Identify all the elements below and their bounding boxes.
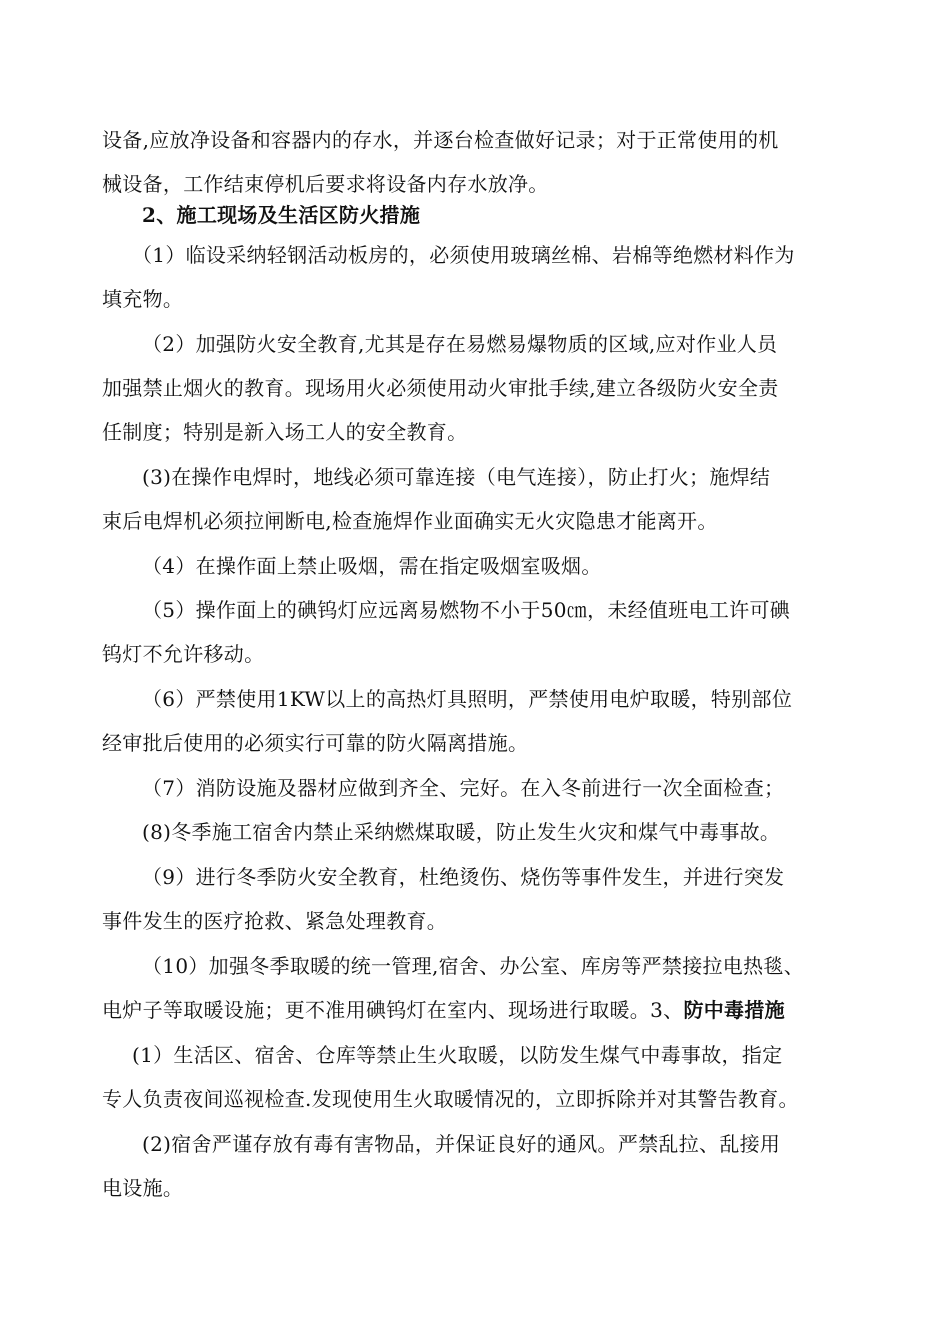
paragraph-line: (8)冬季施工宿舍内禁止采纳燃煤取暖，防止发生火灾和煤气中毒事故。: [142, 820, 781, 844]
paragraph-line: 设备,应放净设备和容器内的存水，并逐台检查做好记录；对于正常使用的机: [102, 128, 779, 152]
paragraph-line: 钨灯不允许移动。: [102, 642, 265, 666]
paragraph-line: （5）操作面上的碘钨灯应远离易燃物不小于50㎝，未经值班电工许可碘: [142, 598, 791, 622]
paragraph-line: （9）进行冬季防火安全教育，杜绝烫伤、烧伤等事件发生，并进行突发: [142, 865, 785, 889]
paragraph-line: 束后电焊机必须拉闸断电,检查施焊作业面确实无火灾隐患才能离开。: [102, 509, 718, 533]
paragraph-line: （10）加强冬季取暖的统一管理,宿舍、办公室、库房等严禁接拉电热毯、: [142, 954, 805, 978]
paragraph-line: 加强禁止烟火的教育。现场用火必须使用动火审批手续,建立各级防火安全责: [102, 376, 779, 400]
paragraph-line: (2)宿舍严谨存放有毒有害物品，并保证良好的通风。严禁乱拉、乱接用: [142, 1132, 781, 1156]
paragraph-line: 填充物。: [102, 287, 184, 311]
paragraph-line: 经审批后使用的必须实行可靠的防火隔离措施。: [102, 731, 529, 755]
paragraph-line-with-heading: [102, 997, 785, 1023]
paragraph-line: 电设施。: [102, 1176, 184, 1200]
paragraph-text: 电炉子等取暖设施；更不准用碘钨灯在室内、现场进行取暖。3、: [102, 998, 684, 1022]
paragraph-line: 械设备，工作结束停机后要求将设备内存水放净。: [102, 172, 549, 196]
paragraph-line: 专人负责夜间巡视检查.发现使用生火取暖情况的，立即拆除并对其警告教育。: [102, 1087, 799, 1111]
paragraph-line: 事件发生的医疗抢救、紧急处理教育。: [102, 909, 448, 933]
paragraph-line: 任制度；特别是新入场工人的安全教育。: [102, 420, 468, 444]
paragraph-line: (3)在操作电焊时，地线必须可靠连接（电气连接），防止打火；施焊结: [142, 465, 771, 489]
section-heading-fire-prevention: 2、施工现场及生活区防火措施: [142, 203, 421, 227]
paragraph-line: （7）消防设施及器材应做到齐全、完好。在入冬前进行一次全面检查；: [142, 776, 785, 800]
paragraph-line: (1）生活区、宿舍、仓库等禁止生火取暖，以防发生煤气中毒事故，指定: [132, 1043, 783, 1067]
paragraph-line: （4）在操作面上禁止吸烟，需在指定吸烟室吸烟。: [142, 554, 602, 578]
paragraph-line: （6）严禁使用1KW以上的高热灯具照明，严禁使用电炉取暖，特别部位: [142, 687, 793, 711]
section-heading-poisoning-prevention: 防中毒措施: [683, 998, 785, 1022]
paragraph-line: （1）临设采纳轻钢活动板房的，必须使用玻璃丝棉、岩棉等绝燃材料作为: [132, 243, 795, 267]
paragraph-line: （2）加强防火安全教育,尤其是存在易燃易爆物质的区域,应对作业人员: [142, 332, 778, 356]
